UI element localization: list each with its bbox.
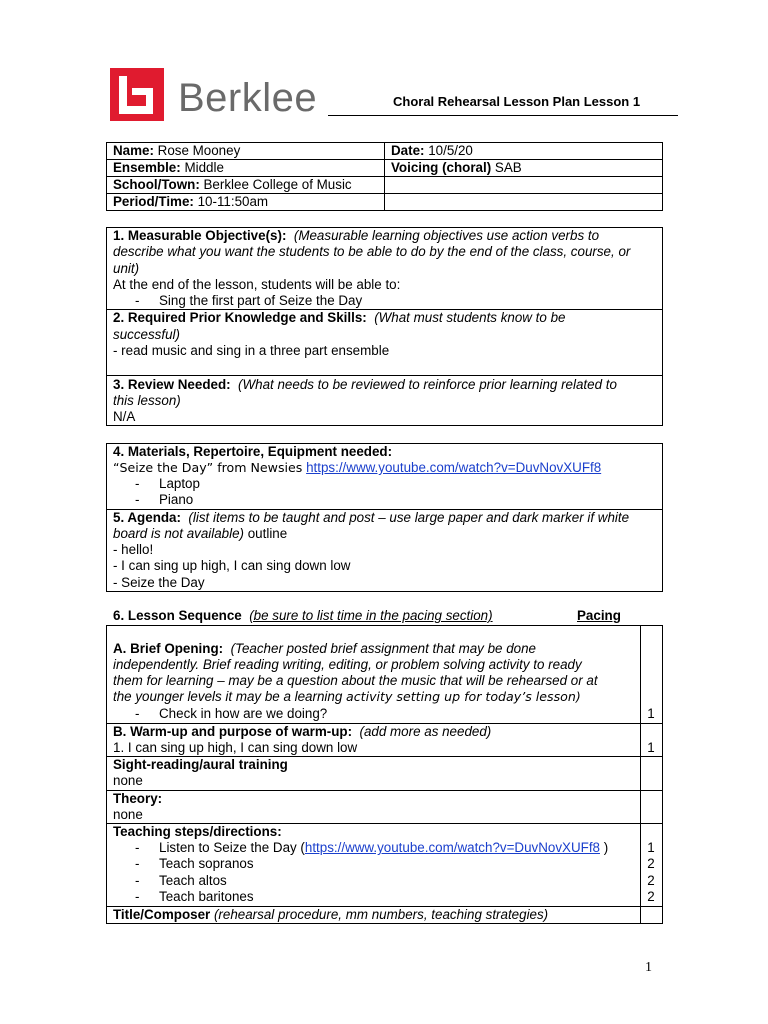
berklee-logo-mark-icon — [110, 68, 164, 121]
ensemble-field: Ensemble: Middle — [113, 160, 224, 175]
brand-name: Berklee — [178, 76, 318, 120]
objective-item: Sing the first part of Seize the Day — [159, 293, 363, 308]
school-field: School/Town: Berklee College of Music — [113, 177, 352, 192]
agenda-item: - hello! — [113, 542, 154, 557]
pace-value: 1 — [647, 706, 655, 721]
pace-value: 1 — [647, 840, 655, 855]
name-field: Name: Rose Mooney — [113, 143, 241, 158]
berklee-logo — [110, 68, 164, 121]
teaching-step: Teach baritones — [159, 889, 254, 904]
youtube-link[interactable]: https://www.youtube.com/watch?v=DuvNovXUFf8 — [306, 460, 602, 475]
agenda-item: - I can sing up high, I can sing down low — [113, 558, 351, 573]
header-rule — [328, 115, 678, 116]
pacing-heading: Pacing — [577, 608, 621, 623]
voicing-field: Voicing (choral) SAB — [391, 160, 522, 175]
date-field: Date: 10/5/20 — [391, 143, 473, 158]
period-field: Period/Time: 10-11:50am — [113, 194, 269, 209]
teaching-step: Teach altos — [159, 873, 227, 888]
agenda-item: - Seize the Day — [113, 575, 205, 590]
doc-title: Choral Rehearsal Lesson Plan Lesson 1 — [393, 94, 641, 109]
lesson-sequence-heading: 6. Lesson Sequence (be sure to list time in the pacing section) — [113, 608, 493, 623]
material-item: Piano — [159, 492, 194, 507]
pace-value: 2 — [647, 889, 655, 904]
material-item: Laptop — [159, 476, 200, 491]
pace-value: 2 — [647, 856, 655, 871]
pace-value: 1 — [647, 740, 655, 755]
youtube-link[interactable]: https://www.youtube.com/watch?v=DuvNovXUFf8 — [304, 840, 600, 855]
teaching-step: Teach sopranos — [159, 856, 254, 871]
pace-value: 2 — [647, 873, 655, 888]
page-number: 1 — [645, 960, 652, 975]
